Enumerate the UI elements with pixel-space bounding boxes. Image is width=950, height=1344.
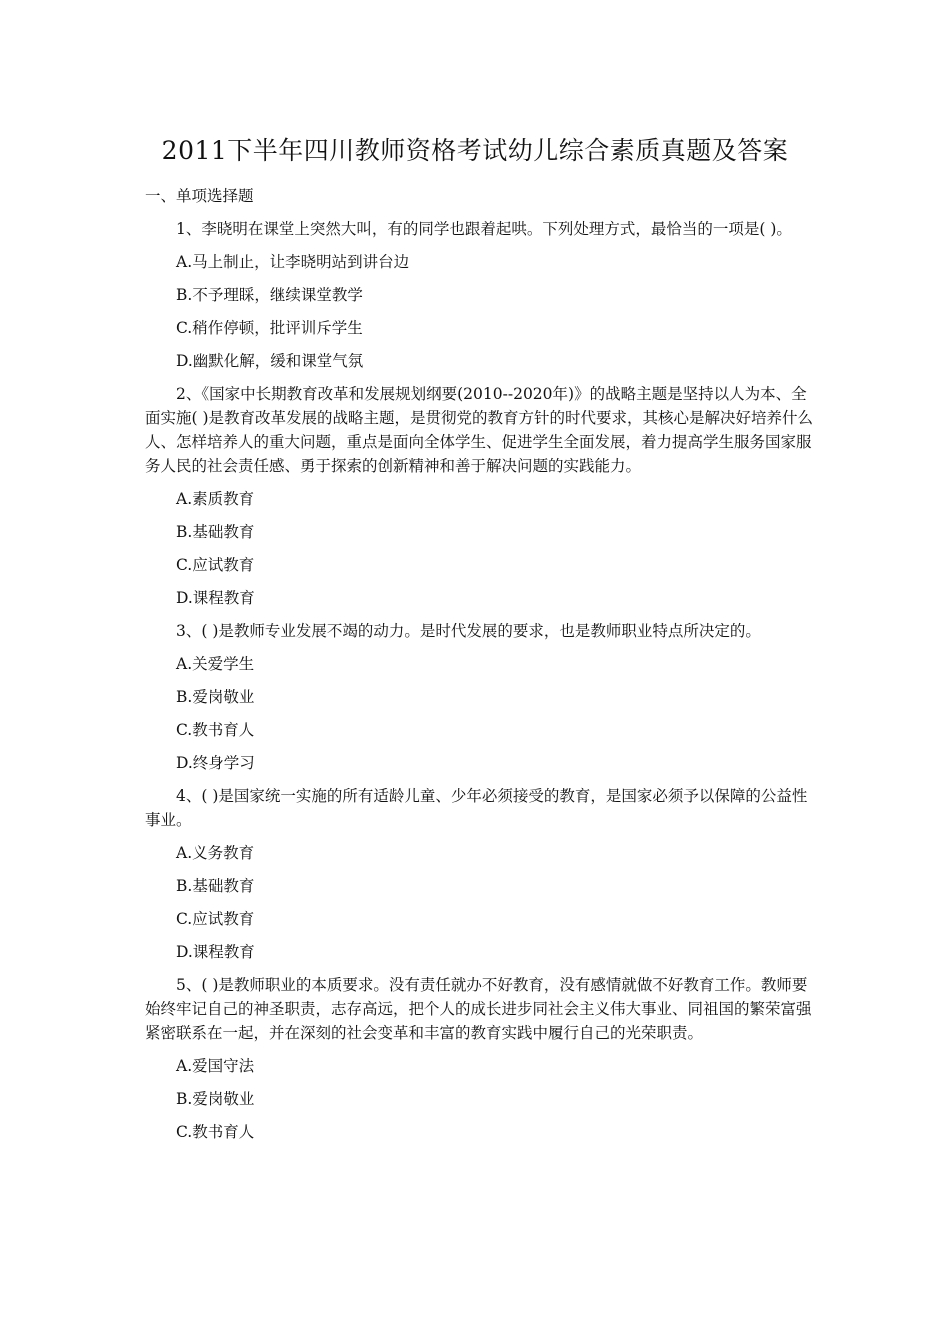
option-d: D.课程教育 bbox=[176, 943, 255, 961]
option-b: B.爱岗敬业 bbox=[176, 688, 255, 706]
option-b: B.不予理睬，继续课堂教学 bbox=[176, 286, 363, 304]
option-d: D.终身学习 bbox=[176, 754, 255, 772]
question-text: 4、( )是国家统一实施的所有适龄儿童、少年必须接受的教育，是国家必须予以保障的公益性事业。 bbox=[145, 787, 808, 829]
option-c: C.应试教育 bbox=[176, 556, 255, 574]
option-a: A.关爱学生 bbox=[176, 655, 255, 673]
question-1 bbox=[145, 217, 817, 373]
option-b: B.基础教育 bbox=[176, 523, 255, 541]
option-a: A.素质教育 bbox=[176, 490, 255, 508]
question-3 bbox=[145, 619, 817, 775]
option-a: A.义务教育 bbox=[176, 844, 255, 862]
question-5 bbox=[145, 973, 817, 1144]
option-d: D.课程教育 bbox=[176, 589, 255, 607]
question-text: 1、李晓明在课堂上突然大叫，有的同学也跟着起哄。下列处理方式，最恰当的一项是( )。 bbox=[176, 220, 792, 238]
option-d: D.幽默化解，缓和课堂气氛 bbox=[176, 352, 364, 370]
document-title: 2011下半年四川教师资格考试幼儿综合素质真题及答案 bbox=[161, 136, 789, 165]
option-c: C.应试教育 bbox=[176, 910, 255, 928]
option-a: A.爱国守法 bbox=[176, 1057, 255, 1075]
document-body bbox=[145, 184, 817, 1153]
option-c: C.教书育人 bbox=[176, 1123, 255, 1141]
option-b: B.基础教育 bbox=[176, 877, 255, 895]
option-b: B.爱岗敬业 bbox=[176, 1090, 255, 1108]
option-c: C.稍作停顿，批评训斥学生 bbox=[176, 319, 363, 337]
question-2 bbox=[145, 382, 817, 610]
question-text: 3、( )是教师专业发展不竭的动力。是时代发展的要求，也是教师职业特点所决定的。 bbox=[176, 622, 761, 640]
question-text: 2、《国家中长期教育改革和发展规划纲要(2010--2020年)》的战略主题是坚持以人为本、全面实施( )是教育改革发展的战略主题，是贯彻党的教育方针的时代要求，其核心是解决好培养什么人、怎样培养人的重大问题，重点是面向全体学生、促进学生全面发展，着力提高学生服务国家服务人民的社会责任感、勇于探索的创新精神和善于解决问题的实践能力。 bbox=[145, 385, 814, 475]
option-c: C.教书育人 bbox=[176, 721, 255, 739]
section-heading: 一、单项选择题 bbox=[145, 187, 254, 205]
question-text: 5、( )是教师职业的本质要求。没有责任就办不好教育，没有感情就做不好教育工作。教师要始终牢记自己的神圣职责，志存高远，把个人的成长进步同社会主义伟大事业、同祖国的繁荣富强紧密联系在一起，并在深刻的社会变革和丰富的教育实践中履行自己的光荣职责。 bbox=[145, 976, 812, 1042]
option-a: A.马上制止，让李晓明站到讲台边 bbox=[176, 253, 410, 271]
question-4 bbox=[145, 784, 817, 964]
